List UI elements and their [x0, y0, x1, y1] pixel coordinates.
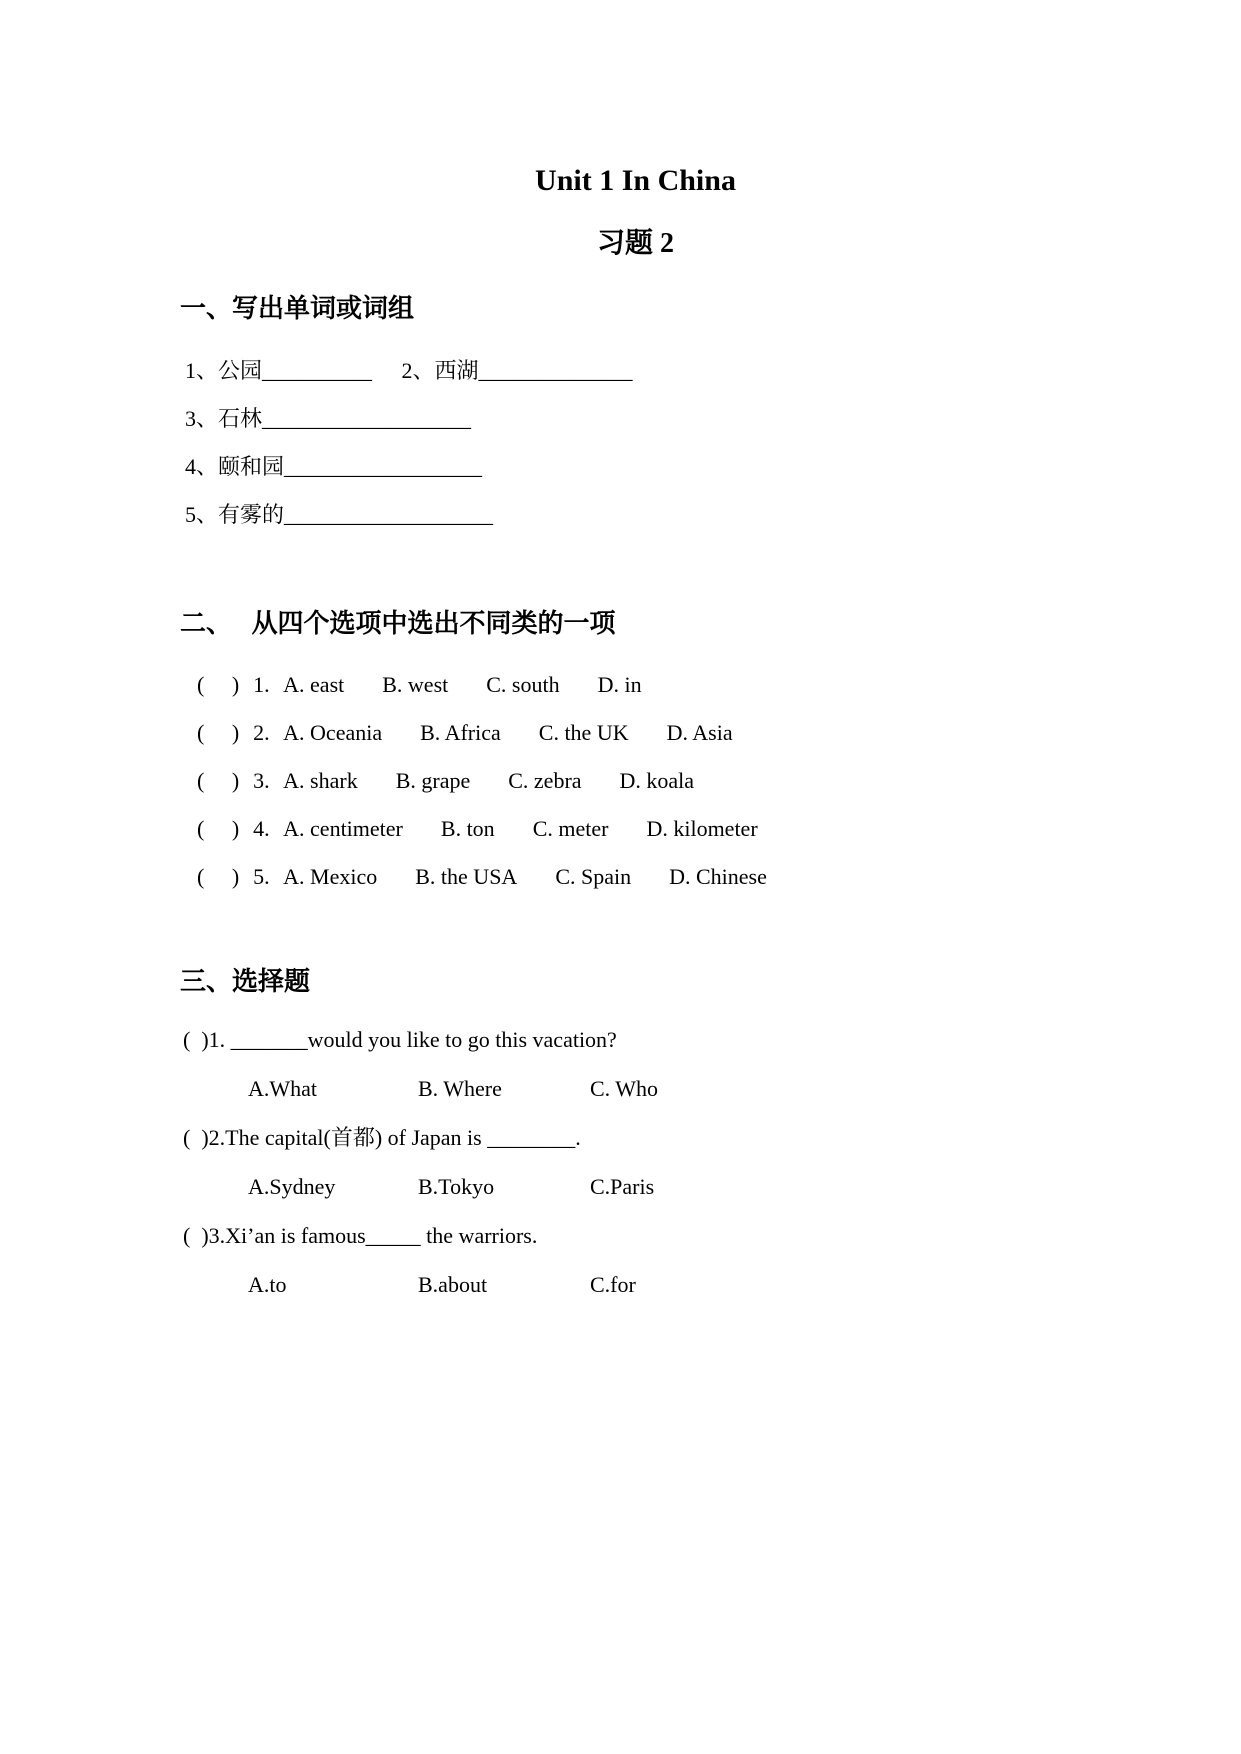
- worksheet-subtitle: 习题 2: [596, 228, 674, 259]
- question-number: 3.: [253, 768, 270, 793]
- choice-question-3-options: [180, 1270, 1091, 1300]
- answer-parens: ( ): [197, 672, 240, 697]
- vocab-item-foggy: 5、有雾的___________________: [185, 502, 494, 527]
- option-a: A. centimeter: [283, 816, 403, 841]
- option-a: A.Sydney: [248, 1174, 336, 1199]
- option-c: C. meter: [532, 816, 609, 841]
- vocab-item-summer-palace: 4、颐和园__________________: [185, 454, 483, 479]
- classify-row-3: [180, 766, 1091, 796]
- option-b: B. Africa: [420, 720, 501, 745]
- option-b: B. Where: [418, 1076, 502, 1101]
- classify-row-2: [180, 718, 1091, 748]
- option-b: B. ton: [440, 816, 495, 841]
- choice-question-1-stem: ( )1. _______would you like to go this vacation?: [183, 1027, 617, 1052]
- option-d: D. in: [597, 672, 642, 697]
- classify-row-5: [180, 862, 1091, 892]
- option-a: A. east: [283, 672, 345, 697]
- option-b: B. grape: [395, 768, 471, 793]
- option-c: C. Who: [590, 1076, 659, 1101]
- choice-question-1-options: [180, 1074, 1091, 1104]
- option-a: A. Oceania: [283, 720, 383, 745]
- option-c: C.for: [590, 1272, 636, 1297]
- answer-parens: ( ): [197, 720, 240, 745]
- option-a: A.to: [248, 1272, 287, 1297]
- answer-parens: ( ): [197, 816, 240, 841]
- option-a: A. shark: [283, 768, 358, 793]
- option-c: C. the UK: [538, 720, 629, 745]
- option-b: B.about: [418, 1272, 488, 1297]
- vocab-line-1: [180, 355, 1091, 387]
- option-b: B. west: [382, 672, 449, 697]
- option-d: D. kilometer: [646, 816, 758, 841]
- option-d: D. Chinese: [669, 864, 767, 889]
- worksheet-title: Unit 1 In China: [535, 164, 736, 197]
- option-b: B.Tokyo: [418, 1174, 495, 1199]
- section-two-heading: 二、 从四个选项中选出不同类的一项: [180, 609, 616, 638]
- vocab-item-park: 1、公园__________: [185, 358, 373, 383]
- option-d: D. Asia: [666, 720, 733, 745]
- option-c: C.Paris: [590, 1174, 655, 1199]
- classify-row-4: [180, 814, 1091, 844]
- option-c: C. south: [486, 672, 560, 697]
- option-c: C. Spain: [555, 864, 632, 889]
- question-number: 5.: [253, 864, 270, 889]
- option-d: D. koala: [619, 768, 695, 793]
- vocab-item-west-lake: 2、西湖______________: [401, 358, 633, 383]
- question-number: 1.: [253, 672, 270, 697]
- question-number: 4.: [253, 816, 270, 841]
- question-number: 2.: [253, 720, 270, 745]
- classify-row-1: [180, 670, 1091, 700]
- choice-question-3-stem: ( )3.Xi’an is famous_____ the warriors.: [183, 1223, 538, 1248]
- answer-parens: ( ): [197, 768, 240, 793]
- answer-parens: ( ): [197, 864, 240, 889]
- option-a: A.What: [248, 1076, 318, 1101]
- choice-question-2-options: [180, 1172, 1091, 1202]
- option-c: C. zebra: [508, 768, 582, 793]
- vocab-item-stone-forest: 3、石林___________________: [185, 406, 472, 431]
- option-b: B. the USA: [415, 864, 518, 889]
- option-a: A. Mexico: [283, 864, 378, 889]
- section-three-heading: 三、选择题: [180, 967, 311, 996]
- section-one-heading: 一、写出单词或词组: [180, 294, 415, 323]
- choice-question-2-stem: ( )2.The capital(首都) of Japan is ________.: [183, 1125, 581, 1150]
